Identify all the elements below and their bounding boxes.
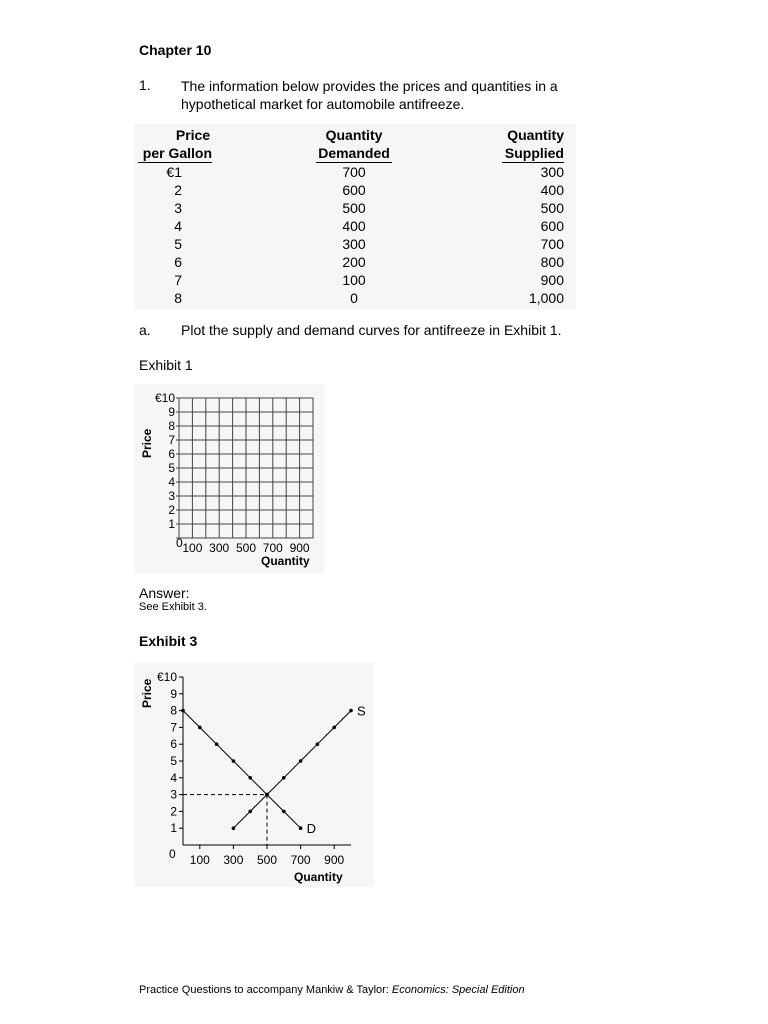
exhibit-3-y-axis-label: Price <box>140 678 154 708</box>
footer-prefix: Practice Questions to accompany Mankiw & Taylor: <box>139 984 392 996</box>
y-tick-label: 8 <box>170 703 177 718</box>
y-tick-label: 7 <box>170 720 177 735</box>
table-cell-price: 3 <box>174 200 182 216</box>
table-cell-qd: 600 <box>342 182 366 198</box>
exhibit-1-x-tick-labels <box>182 541 310 555</box>
table-cell-qs: 900 <box>540 272 564 288</box>
table-cell-qs: 800 <box>540 254 564 270</box>
y-tick-label: 9 <box>170 686 177 701</box>
series-label-s: S <box>357 703 366 719</box>
table-cell-qd: 700 <box>342 164 366 180</box>
price-quantity-table <box>134 124 576 310</box>
data-point-s <box>282 776 286 780</box>
table-cell-qs: 400 <box>540 182 564 198</box>
qs-header-line-2: Supplied <box>502 144 564 163</box>
table-cell-qd: 300 <box>342 236 366 252</box>
part-a-label: a. <box>139 322 151 338</box>
table-cell-qd: 100 <box>342 272 366 288</box>
table-cell-price: 2 <box>174 182 182 198</box>
y-tick-label: 3 <box>170 787 177 802</box>
x-tick-label: 300 <box>223 853 244 867</box>
table-cell-price: 6 <box>174 254 182 270</box>
y-tick-label: 5 <box>168 461 175 475</box>
x-tick-label: 900 <box>289 541 310 555</box>
data-point-s <box>299 759 303 763</box>
answer-text: See Exhibit 3. <box>139 601 207 613</box>
data-point-s <box>349 709 353 713</box>
table-cell-qs: 1,000 <box>528 290 564 306</box>
table-cell-qd: 500 <box>342 200 366 216</box>
qd-header-line-1: Quantity <box>325 127 383 143</box>
question-text-line-1: The information below provides the prices and quantities in a <box>181 78 558 94</box>
data-point-s <box>332 726 336 730</box>
data-point-d <box>248 776 252 780</box>
question-text <box>181 77 601 113</box>
y-tick-label: 1 <box>168 517 175 531</box>
y-tick-label: 3 <box>168 489 175 503</box>
x-tick-label: 300 <box>209 541 230 555</box>
table-cell-qd: 200 <box>342 254 366 270</box>
price-header-line-1: Price <box>175 127 211 143</box>
exhibit-3-chart <box>134 662 374 887</box>
exhibit-3-x-axis-label: Quantity <box>294 870 343 884</box>
part-a-text: Plot the supply and demand curves for antifreeze in Exhibit 1. <box>181 322 562 338</box>
y-tick-label: 1 <box>170 821 177 836</box>
data-point-s <box>248 810 252 814</box>
y-tick-label: €10 <box>156 670 177 684</box>
y-tick-label: 6 <box>170 737 177 752</box>
x-tick-label: 500 <box>256 853 278 867</box>
data-point-s <box>316 742 320 746</box>
data-point-d <box>299 826 303 830</box>
exhibit-1-x-axis-label: Quantity <box>261 554 310 568</box>
question-number: 1. <box>139 77 151 93</box>
data-point-d <box>232 759 236 763</box>
data-point-d <box>198 726 202 730</box>
data-point-d <box>215 742 219 746</box>
y-tick-label: 4 <box>168 475 175 489</box>
table-cell-qs: 500 <box>540 200 564 216</box>
table-cell-qs: 300 <box>540 164 564 180</box>
qs-header-line-1: Quantity <box>507 127 564 143</box>
x-tick-label: 900 <box>324 853 345 867</box>
exhibit-1-chart <box>134 384 324 574</box>
question-text-line-2: hypothetical market for automobile antifreeze. <box>181 96 465 112</box>
table-cell-price: 7 <box>174 272 182 288</box>
y-tick-label: 2 <box>168 503 175 517</box>
table-cell-price: €1 <box>166 164 182 180</box>
x-tick-label: 500 <box>235 541 257 555</box>
y-tick-label: 9 <box>168 405 175 419</box>
exhibit-1-origin-label: 0 <box>176 536 183 550</box>
exhibit-1-title: Exhibit 1 <box>139 357 193 373</box>
price-header-line-2: per Gallon <box>138 144 212 163</box>
y-tick-label: 8 <box>168 419 175 433</box>
answer-label: Answer: <box>139 585 190 601</box>
table-cell-price: 4 <box>174 218 182 234</box>
table-cell-qd: 0 <box>350 290 358 306</box>
exhibit-3-title: Exhibit 3 <box>139 633 198 649</box>
y-tick-label: 6 <box>168 447 175 461</box>
y-tick-label: 4 <box>170 770 177 785</box>
data-point-s <box>265 793 269 797</box>
qd-header-line-2: Demanded <box>316 144 392 163</box>
table-cell-qs: 600 <box>540 218 564 234</box>
y-tick-label: 2 <box>170 804 177 819</box>
table-cell-qd: 400 <box>342 218 366 234</box>
x-tick-label: 100 <box>182 541 203 555</box>
x-tick-label: 700 <box>290 853 311 867</box>
footer-book-title: Economics: Special Edition <box>391 984 525 996</box>
exhibit-1-y-axis-label: Price <box>140 428 154 458</box>
chapter-title: Chapter 10 <box>139 42 212 58</box>
data-point-s <box>232 826 236 830</box>
y-tick-label: €10 <box>154 391 175 405</box>
table-cell-price: 5 <box>174 236 182 252</box>
table-cell-price: 8 <box>174 290 182 306</box>
x-tick-label: 700 <box>262 541 283 555</box>
exhibit-3-origin-label: 0 <box>169 847 176 861</box>
table-cell-qs: 700 <box>540 236 564 252</box>
data-point-d <box>181 709 185 713</box>
y-tick-label: 5 <box>170 754 177 768</box>
data-point-d <box>282 810 286 814</box>
y-tick-label: 7 <box>168 433 175 447</box>
x-tick-label: 100 <box>189 853 210 867</box>
series-label-d: D <box>306 821 316 837</box>
footer <box>139 984 525 996</box>
